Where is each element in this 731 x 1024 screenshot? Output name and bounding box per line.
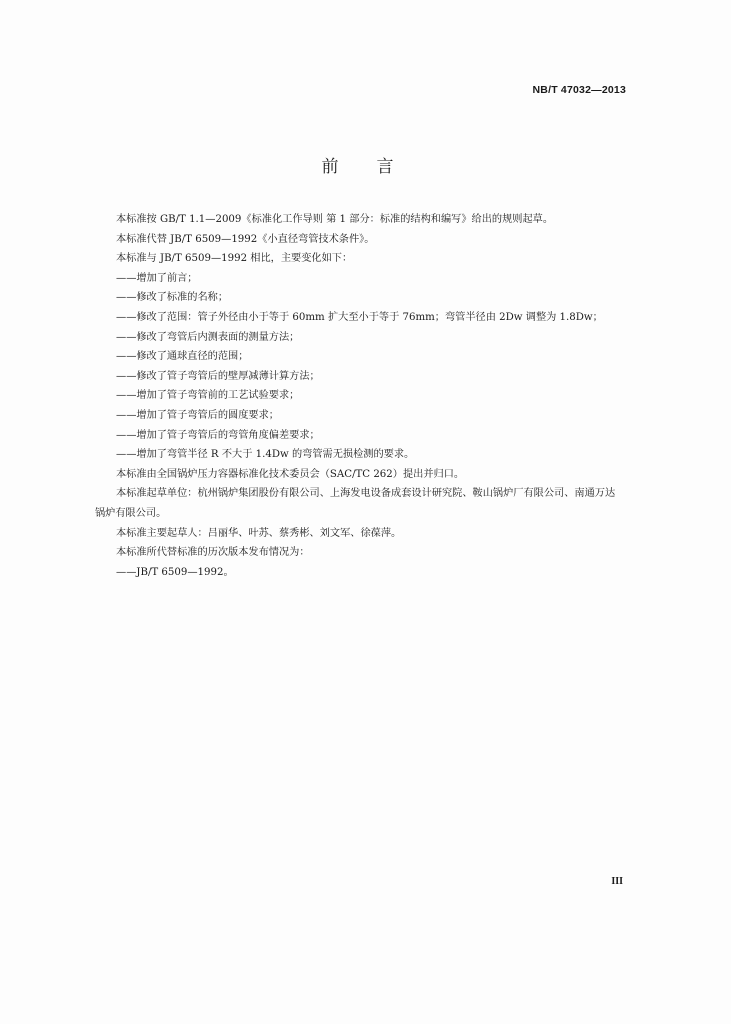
change-item: ——增加了管子弯管后的圆度要求； bbox=[116, 409, 279, 421]
history-item: ——JB/T 6509—1992。 bbox=[116, 566, 234, 578]
foreword-body bbox=[95, 210, 625, 582]
page-title: 前言 bbox=[321, 157, 432, 177]
change-item: ——修改了标准的名称； bbox=[116, 292, 229, 304]
change-item: ——增加了弯管半径 R 不大于 1.4Dw 的弯管需无损检测的要求。 bbox=[116, 449, 415, 461]
paragraph-drafting-units: 本标准起草单位：杭州锅炉集团股份有限公司、上海发电设备成套设计研究院、鞍山锅炉厂有限公司、南通万达锅炉有限公司。 bbox=[95, 488, 616, 519]
change-item: ——修改了通球直径的范围； bbox=[116, 351, 249, 363]
change-item: ——增加了前言； bbox=[116, 272, 198, 284]
paragraph-proposed-by: 本标准由全国锅炉压力容器标准化技术委员会（SAC/TC 262）提出并归口。 bbox=[116, 468, 465, 480]
change-item: ——修改了管子弯管后的壁厚减薄计算方法； bbox=[116, 370, 320, 382]
paragraph-replaces: 本标准代替 JB/T 6509—1992《小直径弯管技术条件》。 bbox=[116, 233, 375, 245]
change-item: ——增加了管子弯管前的工艺试验要求； bbox=[116, 390, 300, 402]
paragraph-history-intro: 本标准所代替标准的历次版本发布情况为： bbox=[116, 547, 310, 559]
paragraph-drafting-rules: 本标准按 GB/T 1.1—2009《标准化工作导则 第 1 部分：标准的结构和编写》给出的规则起草。 bbox=[116, 214, 554, 225]
change-item: ——增加了管子弯管后的弯管角度偏差要求； bbox=[116, 429, 320, 441]
standard-code: NB/T 47032—2013 bbox=[532, 84, 626, 96]
paragraph-changes-intro: 本标准与 JB/T 6509—1992 相比，主要变化如下： bbox=[116, 253, 353, 265]
paragraph-drafters: 本标准主要起草人：吕丽华、叶苏、蔡秀彬、刘文军、徐葆萍。 bbox=[116, 527, 402, 539]
change-item: ——修改了弯管后内测表面的测量方法； bbox=[116, 331, 300, 343]
change-item: ——修改了范围：管子外径由小于等于 60mm 扩大至小于等于 76mm；弯管半径由 2Dw 调整为 1.8Dw； bbox=[116, 311, 603, 323]
page-number: III bbox=[611, 876, 623, 887]
